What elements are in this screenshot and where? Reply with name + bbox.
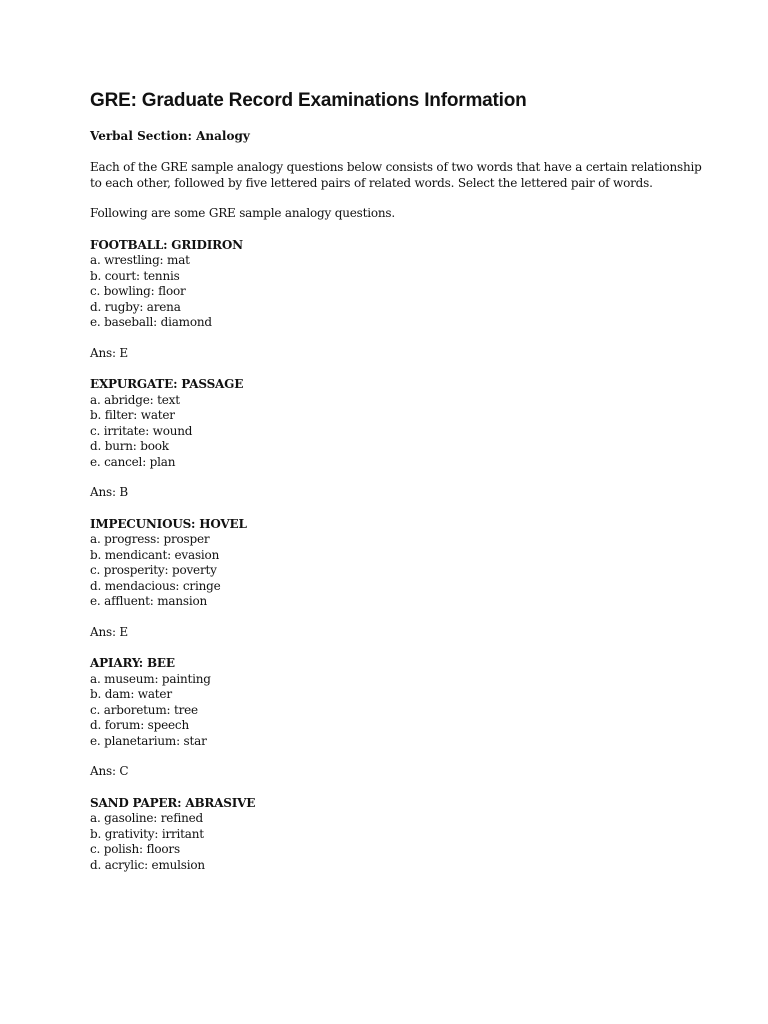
question-block xyxy=(90,377,710,501)
answer-option: c. arboretum: tree xyxy=(90,702,198,717)
answer-option: d. acrylic: emulsion xyxy=(90,857,205,872)
intro-paragraph: Each of the GRE sample analogy questions below consists of two words that have a certain relationship to each other, followed by five lettered pairs of related words. Select the lettered pair of words. xyxy=(90,160,702,190)
answer-option: e. cancel: plan xyxy=(90,454,176,469)
page-title: GRE: Graduate Record Examinations Information xyxy=(90,90,527,111)
answer-option: a. wrestling: mat xyxy=(90,253,190,267)
answer-option: d. burn: book xyxy=(90,439,169,453)
question-block xyxy=(90,238,710,362)
answer-option: a. progress: prosper xyxy=(90,532,210,546)
question-stem: FOOTBALL: GRIDIRON xyxy=(90,237,243,252)
answer-option: b. dam: water xyxy=(90,687,172,701)
answer-option: e. baseball: diamond xyxy=(90,315,212,329)
option-list xyxy=(90,253,710,331)
answer-option: b. filter: water xyxy=(90,408,175,422)
option-list xyxy=(90,532,710,610)
answer-key: Ans: B xyxy=(90,485,129,499)
question-stem: IMPECUNIOUS: HOVEL xyxy=(90,516,247,531)
answer-option: a. gasoline: refined xyxy=(90,811,203,825)
question-block xyxy=(90,656,710,780)
answer-option: c. prosperity: poverty xyxy=(90,563,217,577)
answer-option: b. mendicant: evasion xyxy=(90,547,220,562)
option-list xyxy=(90,672,710,750)
answer-key: Ans: E xyxy=(90,624,128,639)
answer-option: d. forum: speech xyxy=(90,718,189,732)
answer-option: d. rugby: arena xyxy=(90,299,181,314)
answer-key: Ans: E xyxy=(90,345,128,360)
answer-option: e. planetarium: star xyxy=(90,733,207,748)
question-block xyxy=(90,517,710,641)
answer-option: c. bowling: floor xyxy=(90,284,186,298)
question-block xyxy=(90,796,710,874)
answer-option: d. mendacious: cringe xyxy=(90,578,221,593)
answer-key: Ans: C xyxy=(90,764,129,778)
lead-in-paragraph: Following are some GRE sample analogy questions. xyxy=(90,206,395,220)
answer-option: a. museum: painting xyxy=(90,671,211,686)
answer-option: b. grativity: irritant xyxy=(90,826,204,841)
answer-option: b. court: tennis xyxy=(90,268,180,283)
question-list xyxy=(90,238,710,874)
answer-option: e. affluent: mansion xyxy=(90,594,208,608)
answer-option: c. irritate: wound xyxy=(90,423,193,438)
question-stem: APIARY: BEE xyxy=(90,656,175,670)
option-list xyxy=(90,811,710,873)
answer-option: c. polish: floors xyxy=(90,842,180,856)
section-heading: Verbal Section: Analogy xyxy=(90,129,250,143)
option-list xyxy=(90,393,710,471)
document-page xyxy=(90,88,710,873)
question-stem: SAND PAPER: ABRASIVE xyxy=(90,795,256,810)
question-stem: EXPURGATE: PASSAGE xyxy=(90,377,244,391)
answer-option: a. abridge: text xyxy=(90,392,180,407)
